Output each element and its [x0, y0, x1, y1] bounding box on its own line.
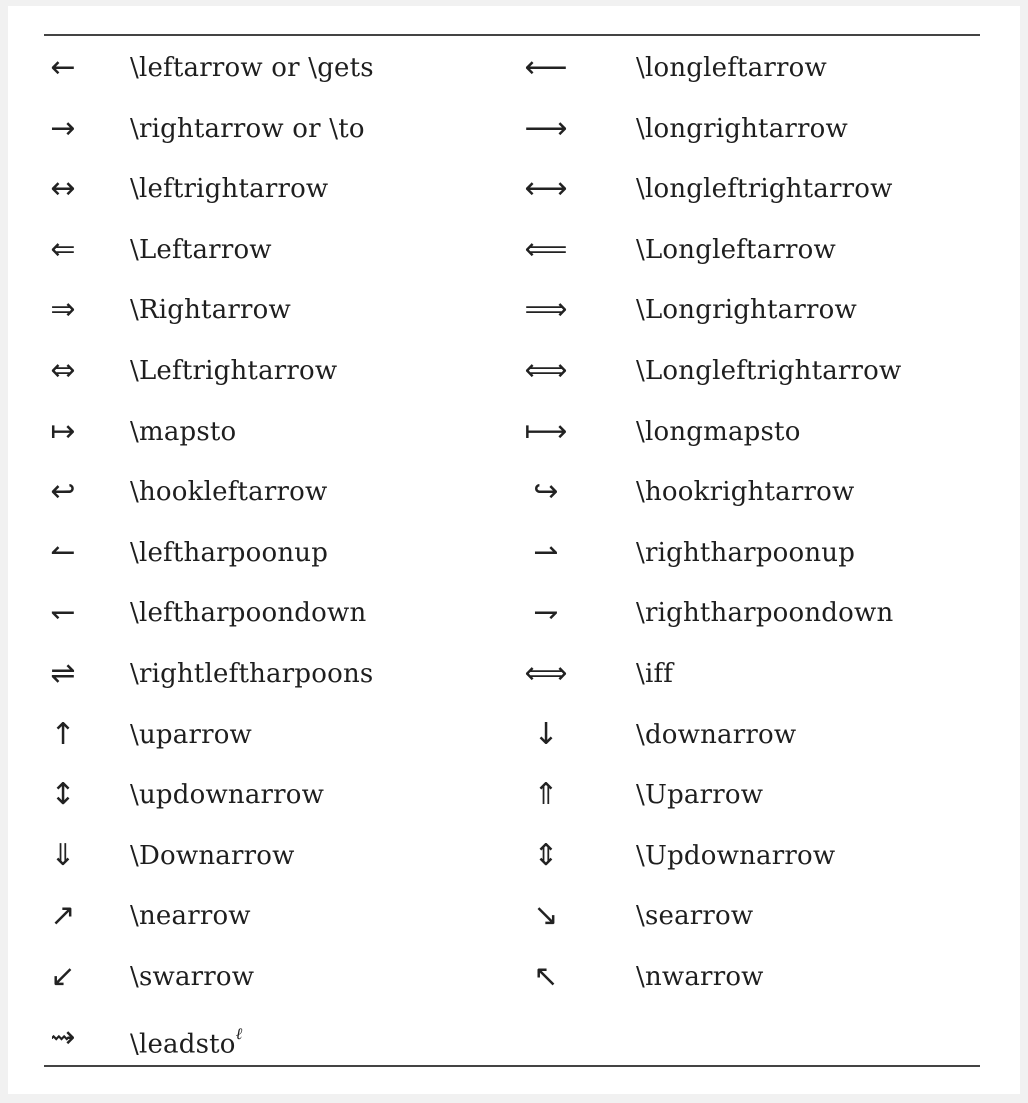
- command-alias: \gets: [308, 53, 374, 83]
- left-command: \uparrow: [130, 719, 253, 750]
- right-command: \longmapsto: [636, 416, 801, 447]
- right-arrow-symbol: ⟸: [524, 231, 568, 267]
- table-row: [0, 99, 1028, 160]
- left-arrow-symbol: ↗: [50, 898, 76, 934]
- right-arrow-symbol: ↘: [533, 898, 559, 934]
- table-row: [0, 523, 1028, 584]
- left-command: \leftharpoonup: [130, 537, 329, 568]
- left-arrow-symbol: ⇌: [50, 655, 76, 691]
- right-arrow-symbol: ⇁: [533, 595, 559, 631]
- left-arrow-symbol: ←: [50, 50, 76, 85]
- left-command: [130, 1008, 243, 1069]
- left-command: \updownarrow: [130, 780, 325, 811]
- left-command: \rightleftharpoons: [130, 658, 374, 689]
- left-command: [130, 38, 374, 99]
- left-command: \Leftrightarrow: [130, 355, 338, 386]
- left-arrow-symbol: ↽: [50, 595, 76, 631]
- table-row: [0, 644, 1028, 705]
- right-arrow-symbol: ⟼: [524, 413, 568, 449]
- table-row: [0, 341, 1028, 402]
- command-separator: or: [262, 53, 309, 83]
- arrow-symbol-table: [0, 38, 1028, 1068]
- left-arrow-symbol: ⇔: [50, 352, 76, 388]
- left-arrow-symbol: ⇓: [50, 837, 76, 873]
- footnote-marker: ℓ: [235, 1023, 243, 1043]
- right-arrow-symbol: ⇑: [533, 777, 559, 813]
- table-row: [0, 402, 1028, 463]
- right-command: \downarrow: [636, 719, 797, 750]
- left-arrow-symbol: ⇝: [50, 1019, 76, 1055]
- right-command: \nwarrow: [636, 961, 764, 992]
- right-command: \Longleftarrow: [636, 234, 836, 265]
- left-command: \Leftarrow: [130, 234, 272, 265]
- right-command: \hookrightarrow: [636, 477, 855, 508]
- right-command: \iff: [636, 658, 674, 689]
- left-arrow-symbol: ↙: [50, 958, 76, 994]
- right-arrow-symbol: ⇕: [533, 837, 559, 873]
- left-command: \leftharpoondown: [130, 598, 367, 629]
- command-text: \leftarrow: [130, 53, 263, 83]
- left-arrow-symbol: →: [50, 110, 76, 146]
- right-arrow-symbol: ⟹: [524, 292, 568, 328]
- table-row: [0, 280, 1028, 341]
- left-arrow-symbol: ↼: [50, 534, 76, 570]
- left-arrow-symbol: ↔: [50, 171, 76, 207]
- table-row: [0, 947, 1028, 1008]
- command-separator: or: [283, 113, 330, 144]
- right-arrow-symbol: ⟺: [524, 655, 568, 691]
- left-arrow-symbol: ↩: [50, 474, 76, 510]
- table-row: [0, 886, 1028, 947]
- left-command: \Rightarrow: [130, 295, 291, 326]
- table-row: [0, 583, 1028, 644]
- right-command: \Longrightarrow: [636, 295, 857, 326]
- table-row: [0, 38, 1028, 99]
- left-command: \nearrow: [130, 901, 251, 932]
- right-arrow-symbol: ⇀: [533, 534, 559, 570]
- table-row: [0, 1008, 1028, 1069]
- left-arrow-symbol: ↕: [50, 777, 76, 813]
- command-text: \rightarrow: [130, 113, 284, 144]
- top-rule: [44, 34, 980, 36]
- right-command: \rightharpoondown: [636, 598, 894, 629]
- right-arrow-symbol: ⟶: [524, 110, 568, 146]
- right-command: \longrightarrow: [636, 113, 848, 144]
- right-command: \rightharpoonup: [636, 537, 856, 568]
- left-command: \mapsto: [130, 416, 237, 447]
- left-arrow-symbol: ↦: [50, 413, 76, 449]
- table-row: [0, 765, 1028, 826]
- right-command: \searrow: [636, 901, 754, 932]
- right-command: \Longleftrightarrow: [636, 355, 902, 386]
- command-alias: \to: [329, 113, 365, 144]
- left-command: \hookleftarrow: [130, 477, 328, 508]
- table-row: [0, 826, 1028, 887]
- left-arrow-symbol: ↑: [50, 716, 76, 752]
- right-arrow-symbol: ↪: [533, 474, 559, 510]
- left-command: \Downarrow: [130, 840, 295, 871]
- table-row: [0, 462, 1028, 523]
- table-row: [0, 159, 1028, 220]
- right-arrow-symbol: ⟺: [524, 352, 568, 388]
- left-arrow-symbol: ⇐: [50, 231, 76, 267]
- right-arrow-symbol: ⟵: [524, 50, 568, 85]
- left-command: \swarrow: [130, 961, 255, 992]
- right-command: \longleftrightarrow: [636, 174, 893, 205]
- table-row: [0, 220, 1028, 281]
- right-command: \longleftarrow: [636, 53, 827, 83]
- right-command: \Updownarrow: [636, 840, 836, 871]
- left-arrow-symbol: ⇒: [50, 292, 76, 328]
- left-command: \leftrightarrow: [130, 174, 329, 205]
- table-row: [0, 705, 1028, 766]
- command-text: \leadsto: [130, 1029, 236, 1060]
- right-command: \Uparrow: [636, 780, 764, 811]
- right-arrow-symbol: ⟷: [524, 171, 568, 207]
- bottom-rule: [44, 1065, 980, 1067]
- right-arrow-symbol: ↖: [533, 958, 559, 994]
- right-arrow-symbol: ↓: [533, 716, 559, 752]
- left-command: [130, 99, 365, 160]
